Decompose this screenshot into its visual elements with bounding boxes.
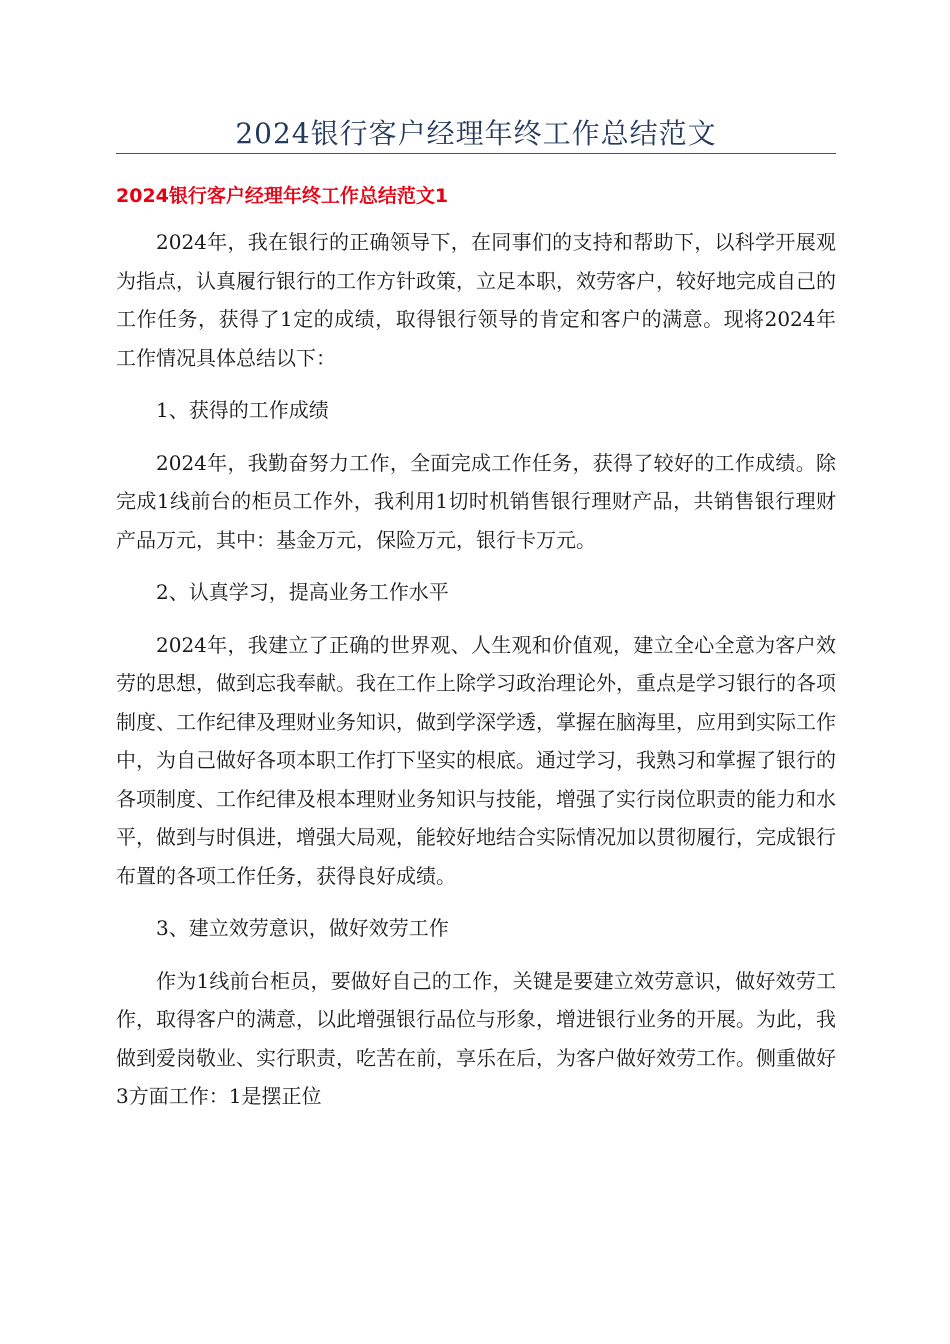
paragraph-study: 2024年，我建立了正确的世界观、人生观和价值观，建立全心全意为客户效劳的思想，做到忘我奉献。我在工作上除学习政治理论外，重点是学习银行的各项制度、工作纪律及理财业务知识，做到学深学透，掌握在脑海里，应用到实际工作中，为自己做好各项本职工作打下坚实的根底。通过学习，我熟习和掌握了银行的各项制度、工作纪律及根本理财业务知识与技能，增强了实行岗位职责的能力和水平，做到与时俱进，增强大局观，能较好地结合实际情况加以贯彻履行，完成银行布置的各项工作任务，获得良好成绩。 [116,632,836,888]
subheading-achievements: 1、获得的工作成绩 [156,398,329,422]
paragraph-service: 作为1线前台柜员，要做好自己的工作，关键是要建立效劳意识，做好效劳工作，取得客户的满意，以此增强银行品位与形象，增进银行业务的开展。为此，我做到爱岗敬业、实行职责，吃苦在前，享乐在后，为客户做好效劳工作。侧重做好3方面工作：1是摆正位 [116,968,836,1108]
subheading-study: 2、认真学习，提高业务工作水平 [156,580,449,604]
section-heading: 2024银行客户经理年终工作总结范文1 [116,185,449,207]
document-body [116,223,836,1116]
paragraph-achievements: 2024年，我勤奋努力工作，全面完成工作任务，获得了较好的工作成绩。除完成1线前台的柜员工作外，我利用1切时机销售银行理财产品，共销售银行理财产品万元，其中：基金万元，保险万元，银行卡万元。 [116,450,836,552]
paragraph-intro: 2024年，我在银行的正确领导下，在同事们的支持和帮助下，以科学开展观为指点，认真履行银行的工作方针政策，立足本职，效劳客户，较好地完成自己的工作任务，获得了1定的成绩，取得银行领导的肯定和客户的满意。现将2024年工作情况具体总结以下： [116,230,836,370]
title-underline [116,153,836,154]
document-title: 2024银行客户经理年终工作总结范文 [235,117,717,150]
subheading-service: 3、建立效劳意识，做好效劳工作 [156,916,449,940]
